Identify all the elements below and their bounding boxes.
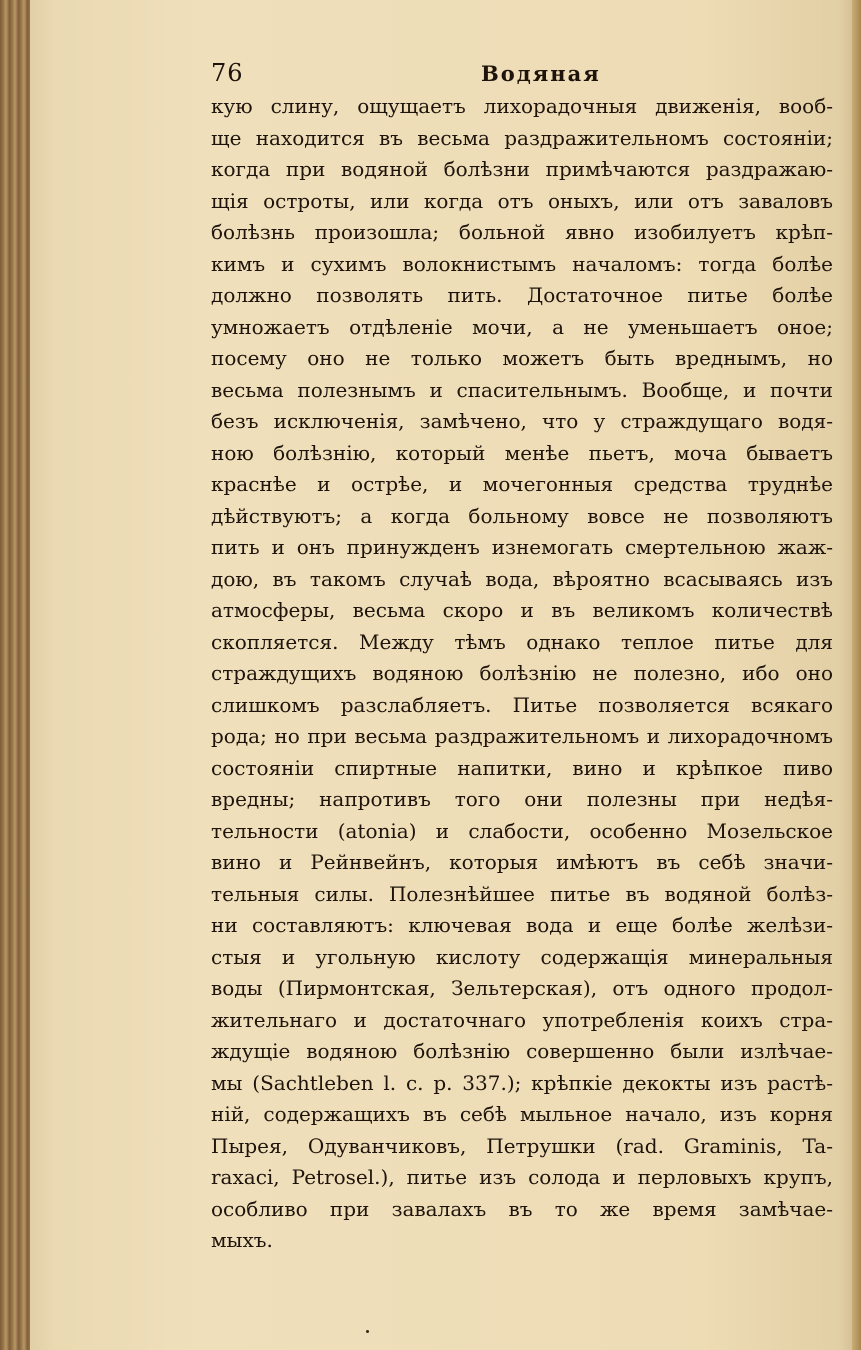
text-line: кимъ и сухимъ волокнистымъ началомъ: тогда болѣе xyxy=(211,251,833,276)
text-line: атмосферы, весьма скоро и въ великомъ количествѣ xyxy=(211,598,833,622)
page-number: 76 xyxy=(211,59,244,87)
text-line: дою, въ такомъ случаѣ вода, вѣроятно всасываясь изъ xyxy=(211,566,833,591)
text-line: raxaci, Petrosel.), питье изъ солода и перловыхъ крупъ, xyxy=(211,1165,833,1189)
text-line: должно позволять пить. Достаточное питье болѣе xyxy=(211,283,833,307)
page-edge xyxy=(852,0,861,1350)
text-line: дѣйствуютъ; а когда больному вовсе не позволяютъ xyxy=(211,503,833,528)
text-line: ще находится въ весьма раздражительномъ состояніи; xyxy=(211,125,833,150)
text-line: стыя и угольную кислоту содержащія минеральныя xyxy=(211,944,833,969)
text-line: воды (Пирмонтская, Зельтерская), отъ одного продол- xyxy=(211,976,833,1000)
text-line: слишкомъ разслабляетъ. Питье позволяется всякаго xyxy=(211,692,833,717)
text-line: ною болѣзнію, который менѣе пьетъ, моча бываетъ xyxy=(211,440,833,465)
text-line: безъ исключенія, замѣчено, что у страждущаго водя- xyxy=(211,409,833,433)
text-line: ній, содержащихъ въ себѣ мыльное начало, изъ корня xyxy=(211,1102,833,1126)
text-line: вино и Рейнвейнъ, которыя имѣютъ въ себѣ значи- xyxy=(211,850,833,874)
text-line: умножаетъ отдѣленіе мочи, а не уменьшаетъ оное; xyxy=(211,314,833,339)
text-line: пить и онъ принужденъ изнемогать смертельною жаж- xyxy=(211,535,833,559)
text-line: скопляется. Между тѣмъ однако теплое питье для xyxy=(211,629,833,654)
text-line: особливо при завалахъ въ то же время замѣчае- xyxy=(211,1196,833,1221)
text-line: рода; но при весьма раздражительномъ и лихорадочномъ xyxy=(211,724,833,748)
book-binding xyxy=(0,0,30,1350)
page-header xyxy=(211,55,831,91)
text-line: Пырея, Одуванчиковъ, Петрушки (rad. Graminis, Ta- xyxy=(211,1133,833,1158)
ink-dot xyxy=(366,1330,369,1333)
text-line: тельности (atonia) и слабости, особенно Мозельское xyxy=(211,818,833,843)
text-line: ни составляютъ: ключевая вода и еще болѣе желѣзи- xyxy=(211,913,833,937)
text-line: жительнаго и достаточнаго употребленія коихъ стра- xyxy=(211,1007,833,1032)
text-line: весьма полезнымъ и спасительнымъ. Вообще, и почти xyxy=(211,377,833,402)
text-line: кую слину, ощущаетъ лихорадочныя движенія, вооб- xyxy=(211,94,833,118)
text-line: мыхъ. xyxy=(211,1228,273,1252)
text-line: вредны; напротивъ того они полезны при недѣя- xyxy=(211,787,833,811)
text-line: тельныя силы. Полезнѣйшее питье въ водяной болѣз- xyxy=(211,881,833,906)
body-text xyxy=(211,91,833,1257)
text-line: болѣзнь произошла; больной явно изобилуетъ крѣп- xyxy=(211,220,833,244)
running-title: Водяная xyxy=(481,61,601,86)
text-line: когда при водяной болѣзни примѣчаются раздражаю- xyxy=(211,157,833,181)
text-line: посему оно не только можетъ быть вреднымъ, но xyxy=(211,346,833,370)
text-line: страждущихъ водяною болѣзнію не полезно, ибо оно xyxy=(211,661,833,685)
text-line: краснѣе и острѣе, и мочегонныя средства труднѣе xyxy=(211,472,833,496)
text-line: щія остроты, или когда отъ оныхъ, или отъ заваловъ xyxy=(211,188,833,213)
text-line: мы (Sachtleben l. c. p. 337.); крѣпкіе декокты изъ растѣ- xyxy=(211,1070,833,1095)
text-line: ждущіе водяною болѣзнію совершенно были излѣчае- xyxy=(211,1039,833,1063)
text-line: состояніи спиртные напитки, вино и крѣпкое пиво xyxy=(211,755,833,780)
